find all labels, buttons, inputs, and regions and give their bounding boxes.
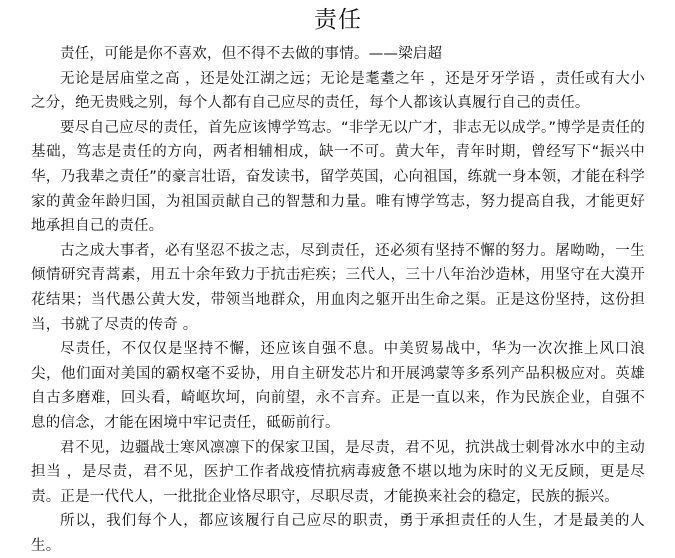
paragraph-conclusion: 所以，我们每个人，都应该履行自己应尽的职责，勇于承担责任的人生，才是最美的人生。 bbox=[31, 513, 645, 554]
paragraph-persistence: 古之成大事者，必有坚忍不拔之志，尽到责任，还必须有坚持不懈的努力。屠呦呦，一生倾情研究青蒿素，用五十余年致力于抗击疟疾；三代人，三十八年治沙造林，用坚守在大漠开花结果；当代愚公黄大发，带领当地群众，用血肉之躯开出生命之渠。正是这份坚持，这份担当，书就了尽责的传奇 。 bbox=[31, 242, 645, 333]
paragraph-quote: 责任，可能是你不喜欢，但不得不去做的事情。——梁启超 bbox=[60, 46, 443, 62]
paragraph-examples: 君不见，边疆战士寒风凛凛下的保家卫国，是尽责，君不见，抗洪战士刺骨冰水中的主动担当 ，是尽责，君不见，医护工作者战疫情抗病毒疲惫不堪以地为床时的义无反顾，更是尽责。正是一代代人，一批批企业恪尽职守，尽职尽责，才能换来社会的稳定，民族的振兴。 bbox=[31, 439, 645, 505]
paragraph-self-improvement: 尽责任，不仅仅是坚持不懈，还应该自强不息。中美贸易战中，华为一次次推上风口浪尖，他们面对美国的霸权毫不妥协，用自主研发芯片和开展鸿蒙等多系列产品积极应对。英雄自古多磨难，回头看，崎岖坎坷，向前望，永不言弃。正是一直以来，作为民族企业，自强不息的信念，才能在困境中牢记责任，砥砺前行。 bbox=[31, 341, 645, 431]
document-title: 责任 bbox=[314, 7, 362, 33]
paragraph-intro: 无论是居庙堂之高 ，还是处江湖之远；无论是耄耋之年 ，还是牙牙学语 ，责任或有大小之分，绝无贵贱之别，每个人都有自己应尽的责任，每个人都该认真履行自己的责任。 bbox=[31, 70, 645, 112]
paragraph-study: 要尽自己应尽的责任，首先应该博学笃志。“非学无以广才，非志无以成学。”博学是责任的基础，笃志是责任的方向，两者相辅相成，缺一不可。黄大年，青年时期，曾经写下“振兴中华，乃我辈之责任”的豪言壮语，奋发读书，留学英国，心向祖国，练就一身本领，才能在科学家的黄金年龄归国，为祖国贡献自己的智慧和力量。唯有博学笃志，努力提高自我，才能更好地承担自己的责任。 bbox=[31, 119, 645, 235]
